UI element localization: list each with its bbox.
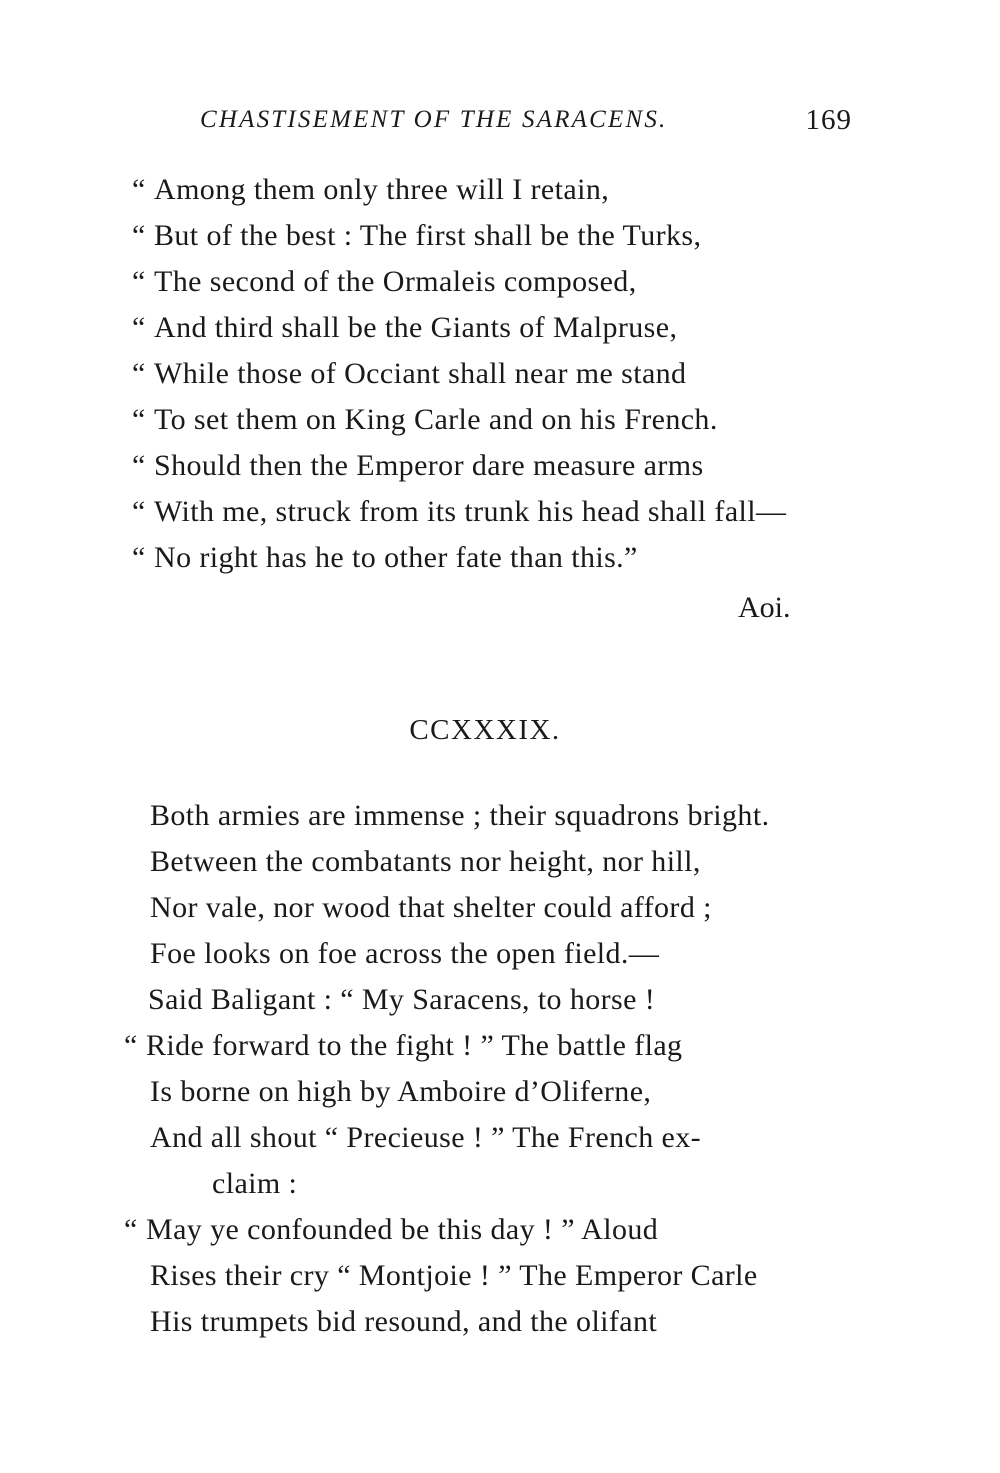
verse-line [150,888,712,928]
verse-line [132,446,704,486]
opening-quote: “ [124,1213,138,1246]
verse-text: Between the combatants nor height, nor hill, [150,845,701,878]
opening-quote: “ [132,311,146,344]
verse-line [132,216,701,256]
verse-line [150,1302,657,1342]
opening-quote: “ [132,495,146,528]
page-number: 169 [805,104,852,136]
verse-line [150,934,659,974]
verse-line [132,308,677,348]
opening-quote: “ [132,219,146,252]
verse-text: Should then the Emperor dare measure arms [154,449,704,482]
verse-line [124,1210,658,1250]
opening-quote: “ [132,541,146,574]
verse-text: Among them only three will I retain, [154,173,610,206]
verse-text: Is borne on high by Amboire d’Oliferne, [150,1075,652,1108]
verse-line [132,354,686,394]
running-header [200,103,860,137]
verse-text: Said Baligant : “ My Saracens, to horse ! [148,983,656,1016]
verse-line [150,842,701,882]
verse-line [132,262,637,302]
verse-line [132,170,609,210]
section-heading: CCXXXIX. [409,714,561,746]
verse-line [150,796,769,836]
opening-quote: “ [132,403,146,436]
verse-line [150,1072,651,1112]
verse-line [132,400,718,440]
verse-text: While those of Occiant shall near me stand [154,357,687,390]
opening-quote: “ [132,173,146,206]
verse-text: His trumpets bid resound, and the olifant [150,1305,658,1338]
verse-line [148,980,655,1020]
verse-line [132,538,638,578]
verse-text: But of the best : The first shall be the Turks, [154,219,702,252]
verse-text: No right has he to other fate than this.” [154,541,638,574]
verse-text: May ye confounded be this day ! ” Aloud [146,1213,659,1246]
verse-line [212,1164,297,1204]
opening-quote: “ [132,449,146,482]
opening-quote: “ [132,265,146,298]
verse-text: With me, struck from its trunk his head shall fall— [154,495,787,528]
verse-text: Nor vale, nor wood that shelter could afford ; [150,891,712,924]
verse-line [124,1026,682,1066]
verse-text: claim : [212,1167,298,1200]
verse-text: Foe looks on foe across the open field.— [150,937,660,970]
opening-quote: “ [132,357,146,390]
verse-line [150,1118,701,1158]
verse-text: And all shout “ Precieuse ! ” The French ex- [150,1121,702,1154]
verse-line [150,1256,758,1296]
verse-text: Both armies are immense ; their squadrons bright. [150,799,770,832]
verse-text: Rises their cry “ Montjoie ! ” The Emperor Carle [150,1259,758,1292]
opening-quote: “ [124,1029,138,1062]
running-title: CHASTISEMENT OF THE SARACENS. [200,106,668,133]
verse-line [132,492,786,532]
verse-text: The second of the Ormaleis composed, [154,265,637,298]
refrain-aoi: Aoi. [738,591,791,624]
verse-text: To set them on King Carle and on his French. [154,403,718,436]
verse-text: Ride forward to the fight ! ” The battle flag [146,1029,683,1062]
verse-text: And third shall be the Giants of Malpruse, [154,311,678,344]
